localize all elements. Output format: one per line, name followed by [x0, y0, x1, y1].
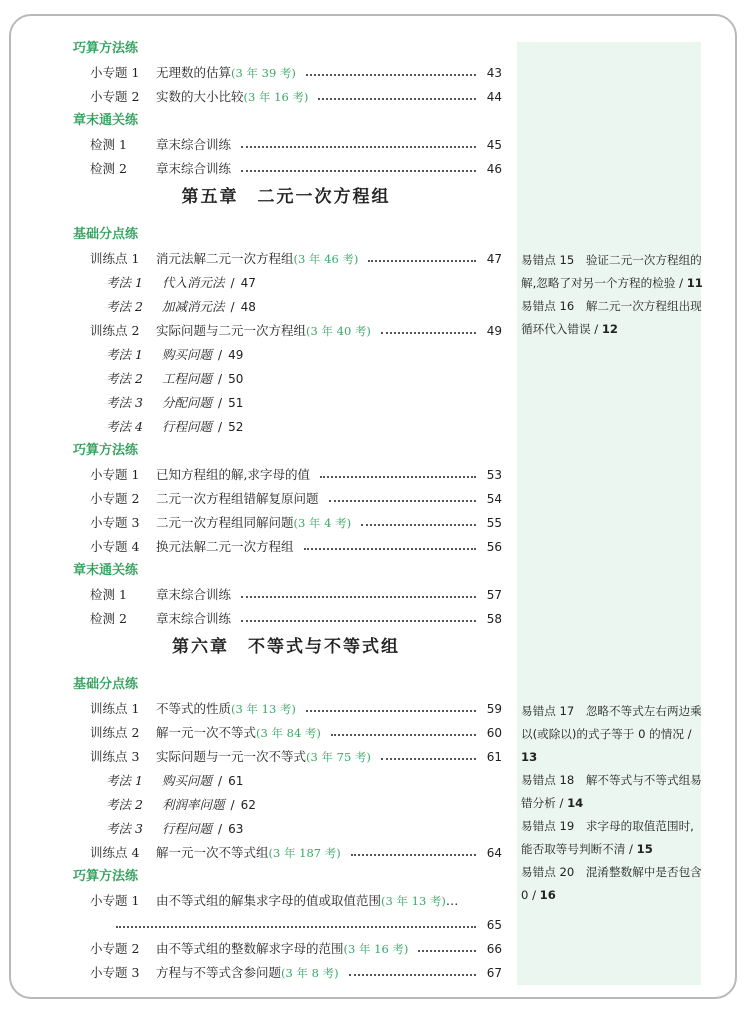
toc-subentry[interactable] [70, 817, 502, 841]
entry-separator: / [218, 372, 223, 386]
dot-leader [361, 524, 476, 526]
error-point-text: 混淆整数解中是否包含 0 [521, 865, 702, 902]
page-number: 57 [486, 588, 502, 602]
entry-label: 检测 2 [90, 611, 127, 626]
page-number: 51 [228, 396, 244, 410]
exam-frequency-note: (3 年 16 考) [343, 942, 409, 956]
entry-label: 小专题 3 [90, 515, 140, 530]
page-number: 50 [228, 372, 244, 386]
entry-title: 二元一次方程组错解复原问题 [156, 491, 319, 506]
entry-separator: / [230, 276, 235, 290]
entry-label: 考法 1 [106, 275, 143, 290]
entry-label: 考法 2 [106, 797, 143, 812]
entry-title: 分配问题 [162, 395, 213, 410]
entry-label: 考法 3 [106, 395, 143, 410]
toc-entry[interactable] [70, 247, 502, 271]
entry-label: 小专题 1 [90, 467, 140, 482]
chapter-title-row [70, 631, 502, 673]
page-number: 14 [567, 796, 584, 810]
entry-label: 训练点 3 [90, 749, 140, 764]
entry-label: 小专题 2 [90, 491, 140, 506]
error-point-label: 易错点 19 [521, 819, 575, 833]
entry-title: 行程问题 [162, 419, 213, 434]
entry-label: 小专题 2 [90, 941, 140, 956]
section-heading: 章末通关练 [73, 113, 139, 128]
entry-label: 小专题 3 [90, 965, 140, 980]
page-number: 12 [601, 322, 618, 336]
toc-entry[interactable] [70, 721, 502, 745]
toc-entry[interactable] [70, 61, 502, 85]
page-number: 47 [486, 252, 502, 266]
toc-entry[interactable] [70, 511, 502, 535]
dot-leader [306, 74, 476, 76]
page-number: 47 [240, 276, 256, 290]
entry-title: 实数的大小比较 [156, 89, 244, 104]
error-notes-chapter-6 [521, 700, 703, 907]
dot-leader [368, 260, 476, 262]
page-number: 52 [228, 420, 244, 434]
entry-label: 考法 2 [106, 299, 143, 314]
entry-title: 解一元一次不等式组 [156, 845, 269, 860]
entry-label: 考法 1 [106, 347, 143, 362]
entry-title: 由不等式组的解集求字母的值或取值范围 [156, 893, 382, 908]
entry-label: 考法 4 [106, 419, 143, 434]
exam-frequency-note: (3 年 13 考) [231, 702, 296, 716]
chapter-title: 第五章 二元一次方程组 [181, 187, 391, 207]
error-point-label: 易错点 16 [521, 299, 575, 313]
page-number: 63 [228, 822, 244, 836]
error-point-label: 易错点 20 [521, 865, 575, 879]
page-number: 58 [486, 612, 502, 626]
table-of-contents [70, 37, 502, 985]
error-point-note: 易错点 18 解不等式与不等式组易错分析 / 14 [521, 773, 702, 810]
page-number: 44 [486, 90, 502, 104]
exam-frequency-note: (3 年 46 考) [293, 252, 359, 266]
dot-leader [351, 854, 476, 856]
section-heading: 巧算方法练 [73, 41, 139, 56]
entry-title: 实际问题与一元一次不等式 [156, 749, 307, 764]
page-number: 62 [240, 798, 256, 812]
exam-frequency-note: (3 年 39 考) [231, 66, 296, 80]
page-number: 45 [486, 138, 502, 152]
dot-leader [116, 926, 476, 928]
dot-leader [381, 758, 476, 760]
page-number: 49 [486, 324, 502, 338]
toc-entry[interactable] [70, 319, 502, 343]
error-point-note: 易错点 17 忽略不等式左右两边乘以(或除以)的式子等于 0 的情况 / 13 [521, 704, 702, 764]
page-number: 65 [486, 918, 502, 932]
toc-subentry[interactable] [70, 769, 502, 793]
dot-leader: … [445, 893, 459, 908]
dot-leader [329, 500, 476, 502]
page-number: 61 [486, 750, 502, 764]
entry-label: 考法 2 [106, 371, 143, 386]
toc-entry-continuation[interactable] [70, 913, 502, 937]
page-number: 66 [486, 942, 502, 956]
toc-subentry[interactable] [70, 391, 502, 415]
error-point-text: 解二元一次方程组出现循环代入错误 [521, 299, 702, 336]
toc-entry[interactable] [70, 85, 502, 109]
dot-leader [381, 332, 476, 334]
page-number: 16 [539, 888, 556, 902]
entry-title: 实际问题与二元一次方程组 [156, 323, 307, 338]
toc-subentry[interactable] [70, 271, 502, 295]
entry-title: 利润率问题 [162, 797, 225, 812]
section-heading: 巧算方法练 [73, 869, 139, 884]
exam-frequency-note: (3 年 8 考) [281, 966, 339, 980]
entry-label: 检测 1 [90, 137, 127, 152]
dot-leader [318, 98, 476, 100]
entry-label: 小专题 1 [90, 65, 140, 80]
toc-entry[interactable] [70, 961, 502, 985]
chapter-title: 第六章 不等式与不等式组 [172, 637, 400, 657]
toc-entry[interactable] [70, 745, 502, 769]
exam-frequency-note: (3 年 13 考) [381, 894, 446, 908]
dot-leader [241, 620, 476, 622]
entry-label: 小专题 2 [90, 89, 140, 104]
entry-title: 购买问题 [162, 347, 213, 362]
section-heading: 基础分点练 [73, 227, 139, 242]
toc-entry[interactable] [70, 889, 502, 913]
error-point-text: 解不等式与不等式组易错分析 [521, 773, 702, 810]
dot-leader [320, 476, 476, 478]
page-number: 61 [228, 774, 244, 788]
page-number: 11 [686, 276, 703, 290]
page-number: 59 [486, 702, 502, 716]
exam-frequency-note: (3 年 84 考) [256, 726, 321, 740]
page-number: 55 [486, 516, 502, 530]
toc-entry[interactable] [70, 133, 502, 157]
entry-title: 购买问题 [162, 773, 213, 788]
toc-subentry[interactable] [70, 295, 502, 319]
entry-title: 二元一次方程组同解问题 [156, 515, 294, 530]
entry-label: 考法 1 [106, 773, 143, 788]
page-number: 43 [486, 66, 502, 80]
entry-label: 小专题 1 [90, 893, 140, 908]
section-heading: 基础分点练 [73, 677, 139, 692]
entry-label: 检测 1 [90, 587, 127, 602]
exam-frequency-note: (3 年 40 考) [306, 324, 371, 338]
entry-title: 方程与不等式含参问题 [156, 965, 282, 980]
page-number: 48 [240, 300, 256, 314]
page-number: 60 [486, 726, 502, 740]
entry-separator: / [218, 420, 223, 434]
page-number: 67 [486, 966, 502, 980]
entry-title: 章末综合训练 [156, 611, 232, 626]
dot-leader [331, 734, 476, 736]
entry-separator: / [230, 798, 235, 812]
entry-label: 训练点 2 [90, 323, 140, 338]
error-point-text: 忽略不等式左右两边乘以(或除以)的式子等于 0 的情况 [521, 704, 702, 741]
entry-label: 检测 2 [90, 161, 127, 176]
dot-leader [304, 548, 476, 550]
toc-entry[interactable] [70, 937, 502, 961]
page-number: 49 [228, 348, 244, 362]
entry-separator: / [218, 774, 223, 788]
entry-label: 小专题 4 [90, 539, 140, 554]
entry-label: 考法 3 [106, 821, 143, 836]
entry-title: 章末综合训练 [156, 161, 232, 176]
entry-separator: / [218, 348, 223, 362]
error-point-note: 易错点 19 求字母的取值范围时,能否取等号判断不清 / 15 [521, 819, 694, 856]
entry-title: 行程问题 [162, 821, 213, 836]
error-point-note: 易错点 16 解二元一次方程组出现循环代入错误 / 12 [521, 299, 702, 336]
entry-separator: / [230, 300, 235, 314]
entry-title: 无理数的估算 [156, 65, 232, 80]
entry-title: 加减消元法 [162, 299, 225, 314]
entry-title: 由不等式组的整数解求字母的范围 [156, 941, 344, 956]
entry-separator: / [218, 822, 223, 836]
exam-frequency-note: (3 年 16 考) [243, 90, 309, 104]
entry-separator: / [218, 396, 223, 410]
error-point-text: 求字母的取值范围时,能否取等号判断不清 [521, 819, 694, 856]
entry-title: 章末综合训练 [156, 587, 232, 602]
dot-leader [241, 146, 476, 148]
toc-subentry[interactable] [70, 793, 502, 817]
error-point-label: 易错点 17 [521, 704, 575, 718]
toc-subentry[interactable] [70, 343, 502, 367]
chapter-title-row [70, 181, 502, 223]
entry-label: 训练点 4 [90, 845, 140, 860]
page-number: 56 [486, 540, 502, 554]
page-number: 13 [521, 750, 538, 764]
page-number: 64 [486, 846, 502, 860]
exam-frequency-note: (3 年 187 考) [268, 846, 341, 860]
toc-subentry[interactable] [70, 415, 502, 439]
entry-label: 训练点 1 [90, 251, 140, 266]
page-number: 46 [486, 162, 502, 176]
page-number: 53 [486, 468, 502, 482]
toc-entry[interactable] [70, 607, 502, 631]
dot-leader [349, 974, 476, 976]
error-notes-chapter-5 [521, 249, 703, 341]
entry-title: 不等式的性质 [156, 701, 232, 716]
dot-leader [306, 710, 476, 712]
section-heading: 章末通关练 [73, 563, 139, 578]
entry-title: 工程问题 [162, 371, 213, 386]
page-number: 15 [636, 842, 653, 856]
toc-entry[interactable] [70, 583, 502, 607]
section-heading: 巧算方法练 [73, 443, 139, 458]
dot-leader [418, 950, 476, 952]
entry-label: 训练点 2 [90, 725, 140, 740]
entry-title: 代入消元法 [162, 275, 225, 290]
toc-entry[interactable] [70, 535, 502, 559]
error-point-label: 易错点 18 [521, 773, 575, 787]
toc-subentry[interactable] [70, 367, 502, 391]
entry-label: 训练点 1 [90, 701, 140, 716]
toc-entry[interactable] [70, 841, 502, 865]
dot-leader [241, 596, 476, 598]
toc-entry[interactable] [70, 463, 502, 487]
exam-frequency-note: (3 年 4 考) [293, 516, 352, 530]
entry-title: 章末综合训练 [156, 137, 232, 152]
toc-entry[interactable] [70, 157, 502, 181]
page-number: 54 [486, 492, 502, 506]
entry-title: 换元法解二元一次方程组 [156, 539, 294, 554]
toc-entry[interactable] [70, 697, 502, 721]
error-point-note: 易错点 20 混淆整数解中是否包含 0 / 16 [521, 865, 702, 902]
entry-title: 已知方程组的解,求字母的值 [156, 467, 310, 482]
toc-entry[interactable] [70, 487, 502, 511]
dot-leader [241, 170, 476, 172]
entry-title: 消元法解二元一次方程组 [156, 251, 294, 266]
error-point-note: 易错点 15 验证二元一次方程组的解,忽略了对另一个方程的检验 / 11 [521, 253, 703, 290]
exam-frequency-note: (3 年 75 考) [306, 750, 371, 764]
entry-title: 解一元一次不等式 [156, 725, 257, 740]
error-point-text: 验证二元一次方程组的解,忽略了对另一个方程的检验 [521, 253, 702, 290]
error-point-label: 易错点 15 [521, 253, 575, 267]
